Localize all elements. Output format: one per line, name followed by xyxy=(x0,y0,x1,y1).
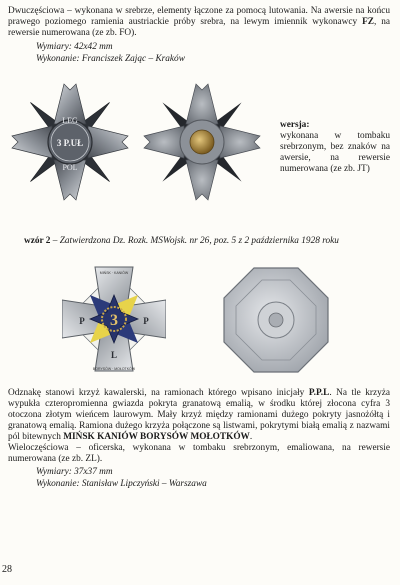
description-paragraph-2 xyxy=(8,388,390,465)
text-run: MIŃSK KANIÓW BORYSÓW MOŁOTKÓW xyxy=(63,432,250,442)
pattern-2-label: wzór 2 xyxy=(24,236,51,246)
text-run: Dwuczęściowa – wykonana w srebrze, elementy łączone za pomocą lutowania. Na awersie na końcu prawego poziomego ramienia austriackie próby srebra, na lewym imiennik wykonawcy xyxy=(8,6,390,27)
badge-1-inscription-top: LEG xyxy=(62,116,78,125)
badge-1-inscription-bottom: POL xyxy=(62,163,78,172)
pattern-2-text: – Zatwierdzona Dz. Rozk. MSWojsk. nr 26, poz. 5 z 2 października 1928 roku xyxy=(50,236,339,246)
dimensions-2: Wymiary: 37x37 mm xyxy=(36,467,113,477)
text-run: P.P.L xyxy=(308,388,330,398)
text-run: Odznakę stanowi krzyż kawalerski, na ramionach którego wpisano inicjały xyxy=(8,388,309,398)
version-label: wersja: xyxy=(280,120,310,130)
badge-2-battle-bottom: BORYSÓW · MOŁOTKÓW xyxy=(92,367,136,371)
dimensions-1: Wymiary: 42x42 mm xyxy=(36,42,113,52)
maker-1: Wykonanie: Franciszek Zając – Kraków xyxy=(36,54,185,64)
badge-1-inscription-center: 3 P.UŁ xyxy=(56,138,84,148)
badge-2-reverse-image xyxy=(222,262,330,378)
pattern-2-heading xyxy=(24,236,339,247)
version-text: wykonana w tombaku srebrzonym, bez znaków na awersie, na rewersie numerowana (ze zb. JT) xyxy=(280,131,390,174)
text-run: Wieloczęściowa – oficerska, wykonana w tombaku srebrzonym, emaliowana, na rewersie numerowana (ze zb. ZL). xyxy=(8,443,390,464)
badge-2-letter-left: P xyxy=(79,316,85,326)
badge-2-letter-bottom: L xyxy=(110,350,118,360)
page-number: 28 xyxy=(2,564,12,575)
maker-2: Wykonanie: Stanisław Lipczyński – Warszawa xyxy=(36,479,207,489)
text-run: . Na tle krzyża wypukła czteropromienna gwiazda pokryta granatową emalią, w środku której złocona cyfra 3 otoczona złotym wieńcem laurowym. Mały krzyż między ramionami dużego pokryty jasnożółtą i granatową emalią. Ramiona dużego krzyża połączone są listwami, pokrytymi białą emalią z nazwami pól bitewnych xyxy=(8,388,390,442)
badge-2-numeral: 3 xyxy=(110,312,118,329)
badge-2-letter-right: P xyxy=(143,316,149,326)
badge-1-obverse-image xyxy=(10,82,130,202)
description-paragraph-1 xyxy=(8,6,390,39)
text-run: FZ xyxy=(362,17,374,27)
badge-1-reverse-image xyxy=(142,82,262,202)
text-run: , na rewersie numerowana (ze zb. FO). xyxy=(8,17,390,38)
badge-2-obverse-image xyxy=(62,262,166,376)
text-run: . xyxy=(249,432,253,442)
badge-2-battle-top: MIŃSK · KANIÓW xyxy=(99,271,129,275)
